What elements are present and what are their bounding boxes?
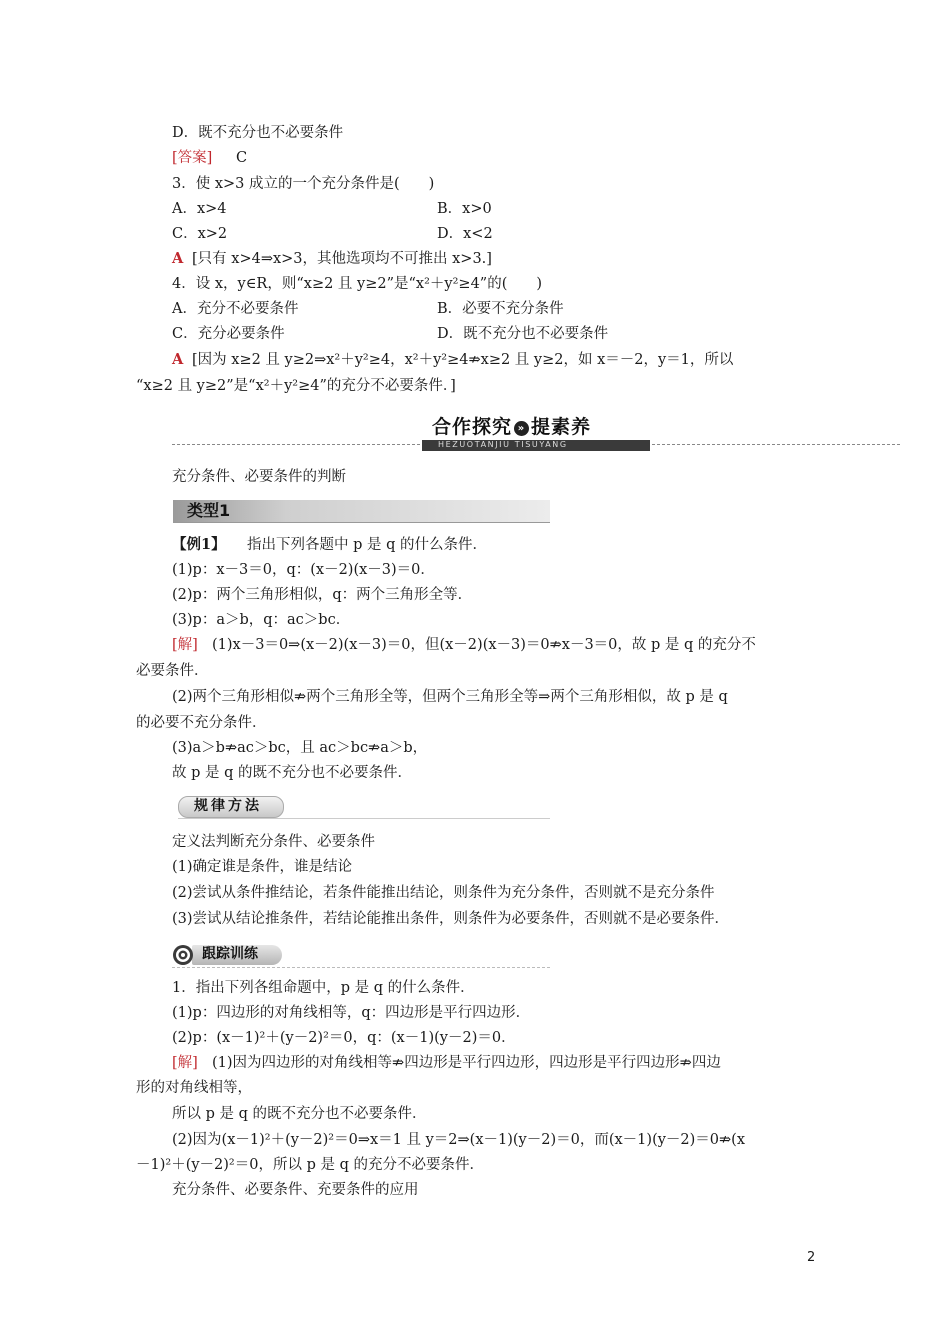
rule-line-1: (1)确定谁是条件，谁是结论 [172,859,353,875]
next-section-heading: 充分条件、必要条件、充要条件的应用 [172,1182,419,1198]
q3-option-b: B．x>0 [437,201,492,217]
q4-option-b: B．必要不充分条件 [437,301,564,317]
q4-option-d: D．既不充分也不必要条件 [437,326,609,342]
solution-1a: (1)x－3＝0⇒(x－2)(x－3)＝0，但(x－2)(x－3)＝0⇏x－3＝0，故 p 是 q 的充分不 [212,637,756,653]
answer-value: C [236,150,248,166]
q4-answer-line1: [因为 x≥2 且 y≥2⇒x²＋y²≥4，x²＋y²≥4⇏x≥2 且 y≥2，如 x＝－2，y＝1，所以 [192,352,734,368]
option-d: D．既不充分也不必要条件 [172,125,344,141]
page-number: 2 [807,1250,816,1265]
track-tag-label: 跟踪训练 [202,946,258,962]
track-question: 1．指出下列各组命题中，p 是 q 的什么条件． [172,980,475,996]
q3-option-c: C．x>2 [172,226,228,242]
example-item-1: (1)p：x－3＝0，q：(x－2)(x－3)＝0． [172,562,435,578]
q4-option-c: C．充分必要条件 [172,326,285,342]
q3-option-a: A．x>4 [172,201,227,217]
q3-option-d: D．x<2 [437,226,493,242]
banner-subtitle: HEZUOTANJIU TISUYANG [438,440,568,449]
rule-line-3: (3)尝试从结论推条件，若结论能推出条件，则条件为必要条件，否则就不是必要条件． [172,911,730,927]
example-item-3: (3)p：a＞b，q：ac＞bc． [172,612,351,628]
rule-line-2: (2)尝试从条件推结论，若条件能推出结论，则条件为充分条件，否则就不是充分条件 [172,885,715,901]
type-tag-label: 类型1 [187,501,231,520]
track-prop-1: (1)p：四边形的对角线相等，q：四边形是平行四边形． [172,1005,531,1021]
q4-stem: 4．设 x，y∈R，则“x≥2 且 y≥2”是“x²＋y²≥4”的( ) [172,276,543,292]
chevron-right-icon: » [514,421,529,436]
banner-title-right: 提素养 [531,416,592,438]
rule-tag [178,796,550,819]
track-tag [172,943,550,968]
section-banner [422,412,650,452]
track-solution-1c: 所以 p 是 q 的既不充分也不必要条件． [172,1106,427,1122]
q3-answer-letter: A [172,250,184,267]
solution-3b: 故 p 是 q 的既不充分也不必要条件． [172,765,412,781]
answer-label: [答案] [172,150,213,166]
section-heading: 充分条件、必要条件的判断 [172,469,346,485]
solution-2a: (2)两个三角形相似⇏两个三角形全等，但两个三角形全等⇒两个三角形相似，故 p 是 q [172,689,728,705]
q4-answer-line2: “x≥2 且 y≥2”是“x²＋y²≥4”的充分不必要条件．] [136,378,456,394]
solution-3a: (3)a＞b⇏ac＞bc，且 ac＞bc⇏a＞b， [172,740,428,756]
example-label: 【例1】 [172,536,226,553]
q3-stem: 3．使 x>3 成立的一个充分条件是( ) [172,176,435,192]
track-prop-2: (2)p：(x－1)²＋(y－2)²＝0，q：(x－1)(y－2)＝0． [172,1030,516,1046]
divider-right [652,444,900,445]
divider-left [172,444,420,445]
rule-line-0: 定义法判断充分条件、必要条件 [172,834,375,850]
q4-answer-letter: A [172,351,184,368]
banner-title-left: 合作探究 [432,416,513,438]
track-solution-2b: －1)²＋(y－2)²＝0，所以 p 是 q 的充分不必要条件． [136,1157,484,1173]
solution-label: [解] [172,637,198,653]
rule-tag-label: 规律方法 [194,798,262,814]
q3-answer-text: [只有 x>4⇒x>3，其他选项均不可推出 x>3.] [192,251,492,267]
q4-option-a: A．充分不必要条件 [172,301,299,317]
banner-title [432,412,591,439]
track-solution-label: [解] [172,1055,198,1071]
target-icon [172,944,194,966]
track-solution-2a: (2)因为(x－1)²＋(y－2)²＝0⇒x＝1 且 y＝2⇒(x－1)(y－2)＝0，而(x－1)(y－2)＝0⇏(x [172,1132,746,1148]
solution-2b: 的必要不充分条件． [136,715,267,731]
example-item-2: (2)p：两个三角形相似，q：两个三角形全等． [172,587,473,603]
example-text: 指出下列各题中 p 是 q 的什么条件． [247,537,487,553]
track-solution-1b: 形的对角线相等， [136,1080,252,1096]
type-tag [173,500,550,523]
track-solution-1a: (1)因为四边形的对角线相等⇏四边形是平行四边形，四边形是平行四边形⇏四边 [212,1055,721,1071]
solution-1b: 必要条件． [136,663,209,679]
